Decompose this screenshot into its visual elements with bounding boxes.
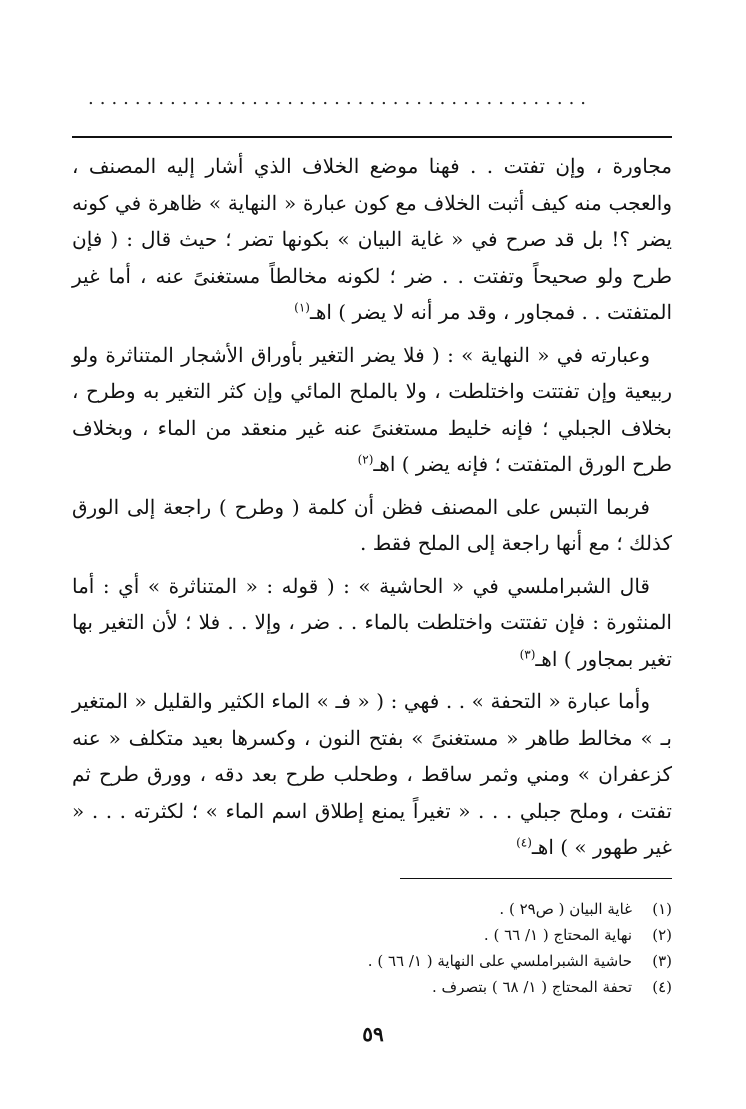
footnote-text: نهاية المحتاج ( ١/ ٦٦ ) .: [483, 926, 632, 944]
footnote-text: حاشية الشبراملسي على النهاية ( ١/ ٦٦ ) .: [367, 952, 632, 970]
paragraph-text: وعبارته في « النهاية » : ( فلا يضر التغير بأوراق الأشجار المتناثرة ولو ربيعية وإن تفتتت واختلطت ، ولا بالملح المائي وإن كثر التغير به وطرح ، بخلاف الجبلي ؛ فإنه خليط مستغنىً عنه غير منعقد من الماء ، وبخلاف طرح الورق المتفتت ؛ فإنه يضر ) اهـ: [72, 342, 672, 476]
paragraph-4: [72, 568, 672, 678]
paragraph-text: قال الشبراملسي في « الحاشية » : ( قوله : « المتناثرة » أي : أما المنثورة : فإن تفتتت واختلطت بالماء . . ضر ، وإلا . . فلا ؛ لأن التغير بها تغير بمجاور ) اهـ: [72, 573, 672, 671]
footnote-item: [72, 974, 672, 1000]
footnote-item: [72, 896, 672, 922]
footnotes: [72, 896, 672, 1000]
paragraph-text: مجاورة ، وإن تفتت . . فهنا موضع الخلاف الذي أشار إليه المصنف ، والعجب منه كيف أثبت الخلاف مع كون عبارة « النهاية » ظاهرة في كونه يضر ؟! بل قد صرح في « غاية البيان » بكونها تضر ؛ حيث قال : ( فإن طرح ولو صحيحاً وتفتت . . ضر ؛ لكونه مخالطاً مستغنىً عنه ، أما غير المتفتت . . فمجاور ، وقد مر أنه لا يضر ) اهـ: [72, 154, 672, 324]
paragraph-2: [72, 337, 672, 483]
footnote-number: (٢): [652, 926, 672, 944]
footnote-number: (٤): [652, 978, 672, 996]
header-dots: ...........................................: [88, 88, 593, 109]
footnote-item: [72, 922, 672, 948]
paragraph-text: فربما التبس على المصنف فظن أن كلمة ( وطرح ) راجعة إلى الورق كذلك ؛ مع أنها راجعة إلى الملح فقط .: [72, 494, 672, 555]
paragraph-text: وأما عبارة « التحفة » . . فهي : ( « فـ » الماء الكثير والقليل « المتغير بـ » مخالط طاهر « مستغنىً » بفتح النون ، وكسرها بعيد متكلف « عنه كزعفران » ومني وثمر ساقط ، وطحلب طرح بعد دقه ، وورق طرح ثم تفتت ، وملح جبلي . . . « تغيراً يمنع إطلاق اسم الماء » ؛ لكثرته . . . « غير طهور » ) اهـ: [72, 689, 672, 859]
footnote-ref: (٣): [519, 646, 536, 661]
main-text: [72, 148, 672, 872]
top-divider: [72, 136, 672, 138]
paragraph-1: [72, 148, 672, 331]
footnote-ref: (٢): [357, 452, 374, 467]
footnote-number: (١): [652, 900, 672, 918]
footnote-text: تحفة المحتاج ( ١/ ٦٨ ) بتصرف .: [432, 978, 632, 996]
footnote-ref: (١): [294, 300, 310, 315]
paragraph-3: [72, 489, 672, 562]
footnote-text: غاية البيان ( ص٢٩ ) .: [499, 900, 632, 918]
footnote-item: [72, 948, 672, 974]
paragraph-5: [72, 683, 672, 866]
footnote-number: (٣): [652, 952, 672, 970]
footnote-ref: (٤): [516, 835, 532, 850]
footnote-divider: [400, 878, 672, 879]
page-number: ٥٩: [362, 1022, 384, 1046]
